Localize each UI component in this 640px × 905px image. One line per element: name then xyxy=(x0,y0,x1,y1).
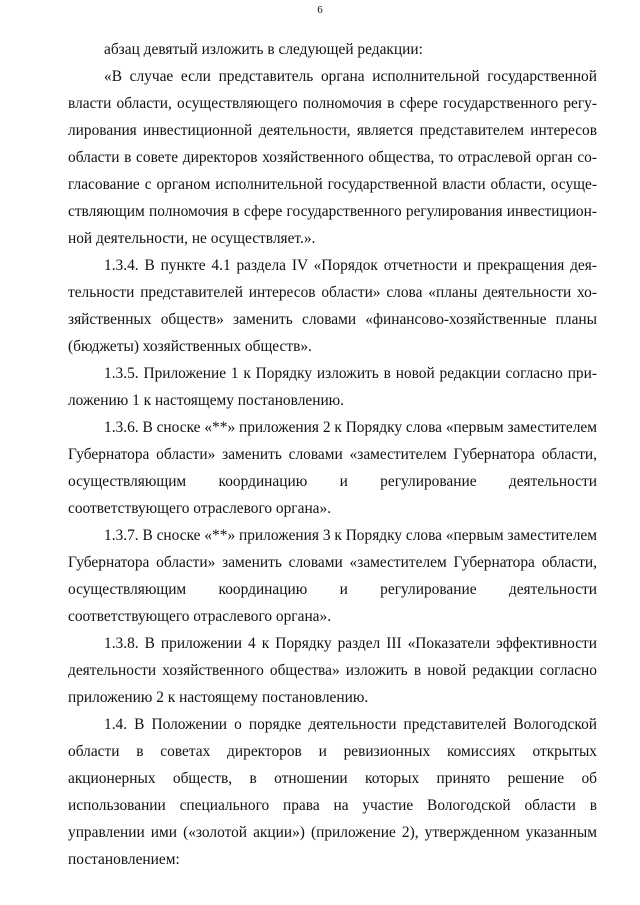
paragraph-1-3-5: 1.3.5. Приложение 1 к Порядку изложить в новой редакции согласно приложению 1 к настоящему постановлению. xyxy=(68,365,597,409)
paragraph-1-3-4: 1.3.4. В пункте 4.1 раздела IV «Порядок отчетности и прекращения деятельности представителей интересов области» слова «планы деятельности хозяйственных обществ» заменить словами «финансово-хозяйственные планы (бюджеты) хозяйственных обществ». xyxy=(68,257,597,355)
paragraph-1-3-8: 1.3.8. В приложении 4 к Порядку раздел III «Показатели эффективности деятельности хозяйственного общества» изложить в новой редакции согласно приложению 2 к настоящему постановлению. xyxy=(68,635,597,706)
paragraph-1-4: 1.4. В Положении о порядке деятельности представителей Вологодской области в советах директоров и ревизионных комиссиях открытых акционерных обществ, в отношении которых принято решение об использовании специального права на участие Вологодской области в управлении ими («золотой акции») (приложение 2), утвержденном указанным постановлением: xyxy=(68,716,597,868)
document-body xyxy=(68,36,597,873)
page-number: 6 xyxy=(317,4,323,16)
paragraph-intro: абзац девятый изложить в следующей редакции: xyxy=(104,41,423,58)
paragraph-quote: «В случае если представитель органа исполнительной государственной власти области, осуществляющего полномочия в сфере государственного регулирования инвестиционной деятельности, является представителем интересов области в совете директоров хозяйственного общества, то отраслевой орган согласование с органом исполнительной государственной власти области, осуществляющим полномочия в сфере государственного регулирования инвестиционной деятельности, не осуществляет.». xyxy=(68,68,597,247)
paragraph-1-3-7: 1.3.7. В сноске «**» приложения 3 к Порядку слова «первым заместителем Губернатора области» заменить словами «заместителем Губернатора области, осуществляющим координацию и регулирование деятельности соответствующего отраслевого органа». xyxy=(68,527,597,625)
paragraph-1-3-6: 1.3.6. В сноске «**» приложения 2 к Порядку слова «первым заместителем Губернатора области» заменить словами «заместителем Губернатора области, осуществляющим координацию и регулирование деятельности соответствующего отраслевого органа». xyxy=(68,419,597,517)
